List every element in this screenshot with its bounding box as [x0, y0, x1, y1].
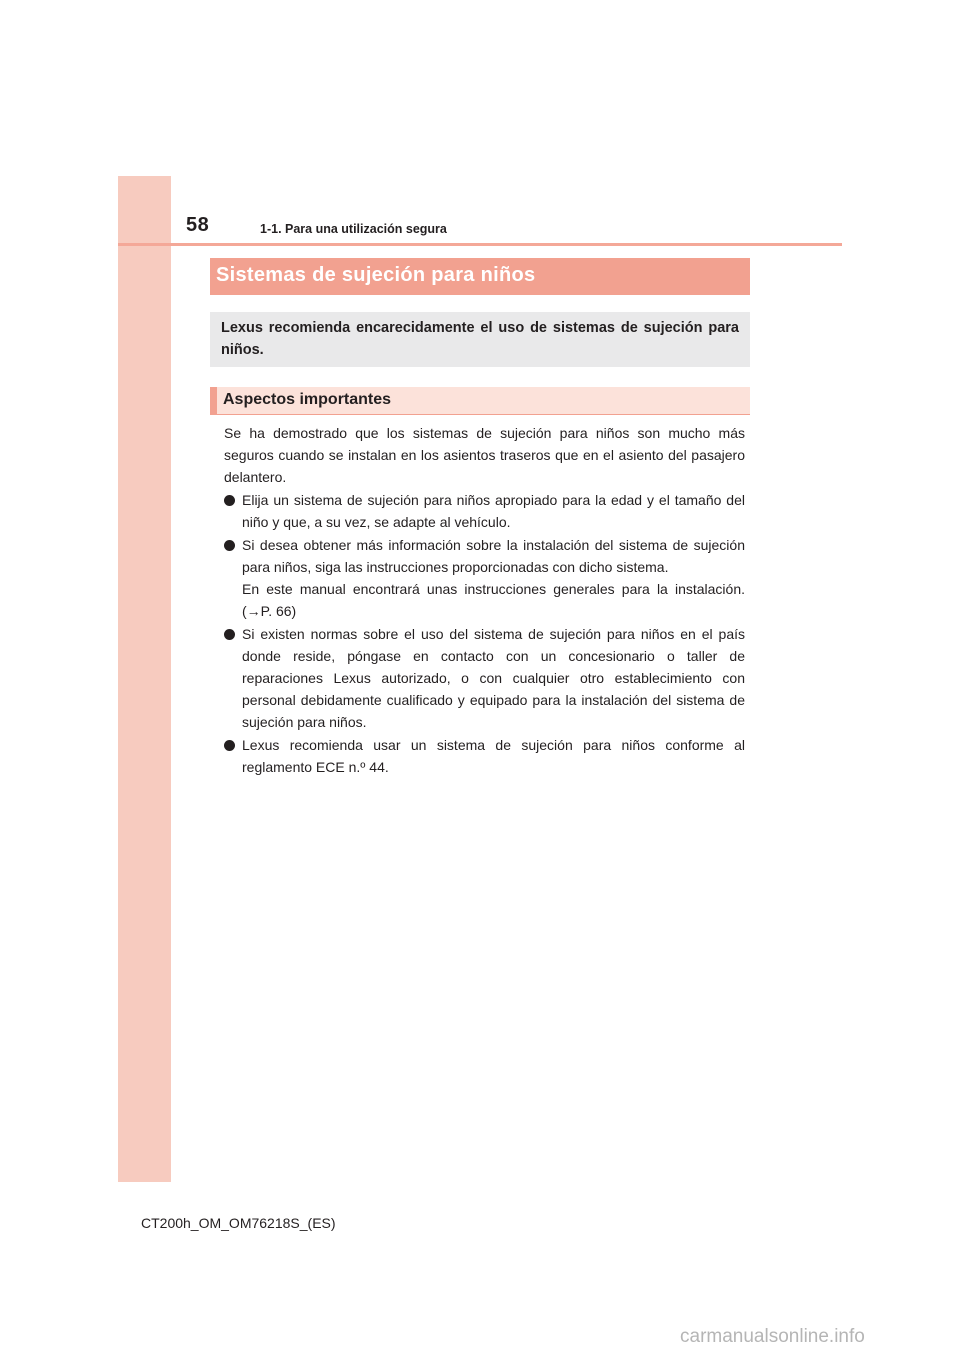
list-item — [224, 534, 745, 622]
list-item-text: Elija un sistema de sujeción para niños apropiado para la edad y el tamaño del niño y que, a su vez, se adapte al vehículo. — [242, 492, 745, 530]
watermark-link[interactable]: carmanualsonline.info — [680, 1326, 865, 1347]
chapter-side-tab — [118, 176, 171, 1182]
list-item — [224, 734, 745, 778]
intro-box — [210, 312, 750, 367]
list-item-text: Lexus recomienda usar un sistema de sujeción para niños conforme al reglamento ECE n.º 44. — [242, 737, 745, 775]
bullet-icon — [224, 740, 235, 751]
chapter-title: 1-1. Para una utilización segura — [260, 222, 447, 236]
subsection-title: Aspectos importantes — [223, 391, 392, 408]
subsection-heading — [210, 387, 750, 415]
list-item — [224, 623, 745, 733]
header-rule — [118, 243, 842, 246]
intro-paragraph: Se ha demostrado que los sistemas de sujeción para niños son mucho más seguros cuando se instalan en los asientos traseros que en el asiento del pasajero delantero. — [224, 425, 745, 485]
list-item-text: Si desea obtener más información sobre la instalación del sistema de sujeción para niños, siga las instrucciones proporcionadas con dicho sistema. — [242, 537, 745, 575]
page-number: 58 — [186, 214, 210, 236]
subsection-content — [224, 422, 745, 779]
list-item-extra-text: En este manual encontrará unas instrucciones generales para la instalación. (→P. 66) — [242, 581, 745, 619]
list-item-text: Si existen normas sobre el uso del sistema de sujeción para niños en el país donde reside, póngase en contacto con un concesionario o taller de reparaciones Lexus autorizado, o con cualquier otro establecimiento con personal debidamente cualificado y equipado para la instalación del sistema de sujeción para niños. — [242, 626, 745, 730]
intro-text: Lexus recomienda encarecidamente el uso de sistemas de sujeción para niños. — [221, 320, 739, 358]
list-item — [224, 489, 745, 533]
bullet-icon — [224, 629, 235, 640]
section-title: Sistemas de sujeción para niños — [216, 264, 536, 286]
document-code: CT200h_OM_OM76218S_(ES) — [141, 1215, 336, 1231]
section-banner — [210, 258, 750, 295]
subsection-accent — [210, 387, 217, 414]
bullet-icon — [224, 495, 235, 506]
bullet-icon — [224, 540, 235, 551]
